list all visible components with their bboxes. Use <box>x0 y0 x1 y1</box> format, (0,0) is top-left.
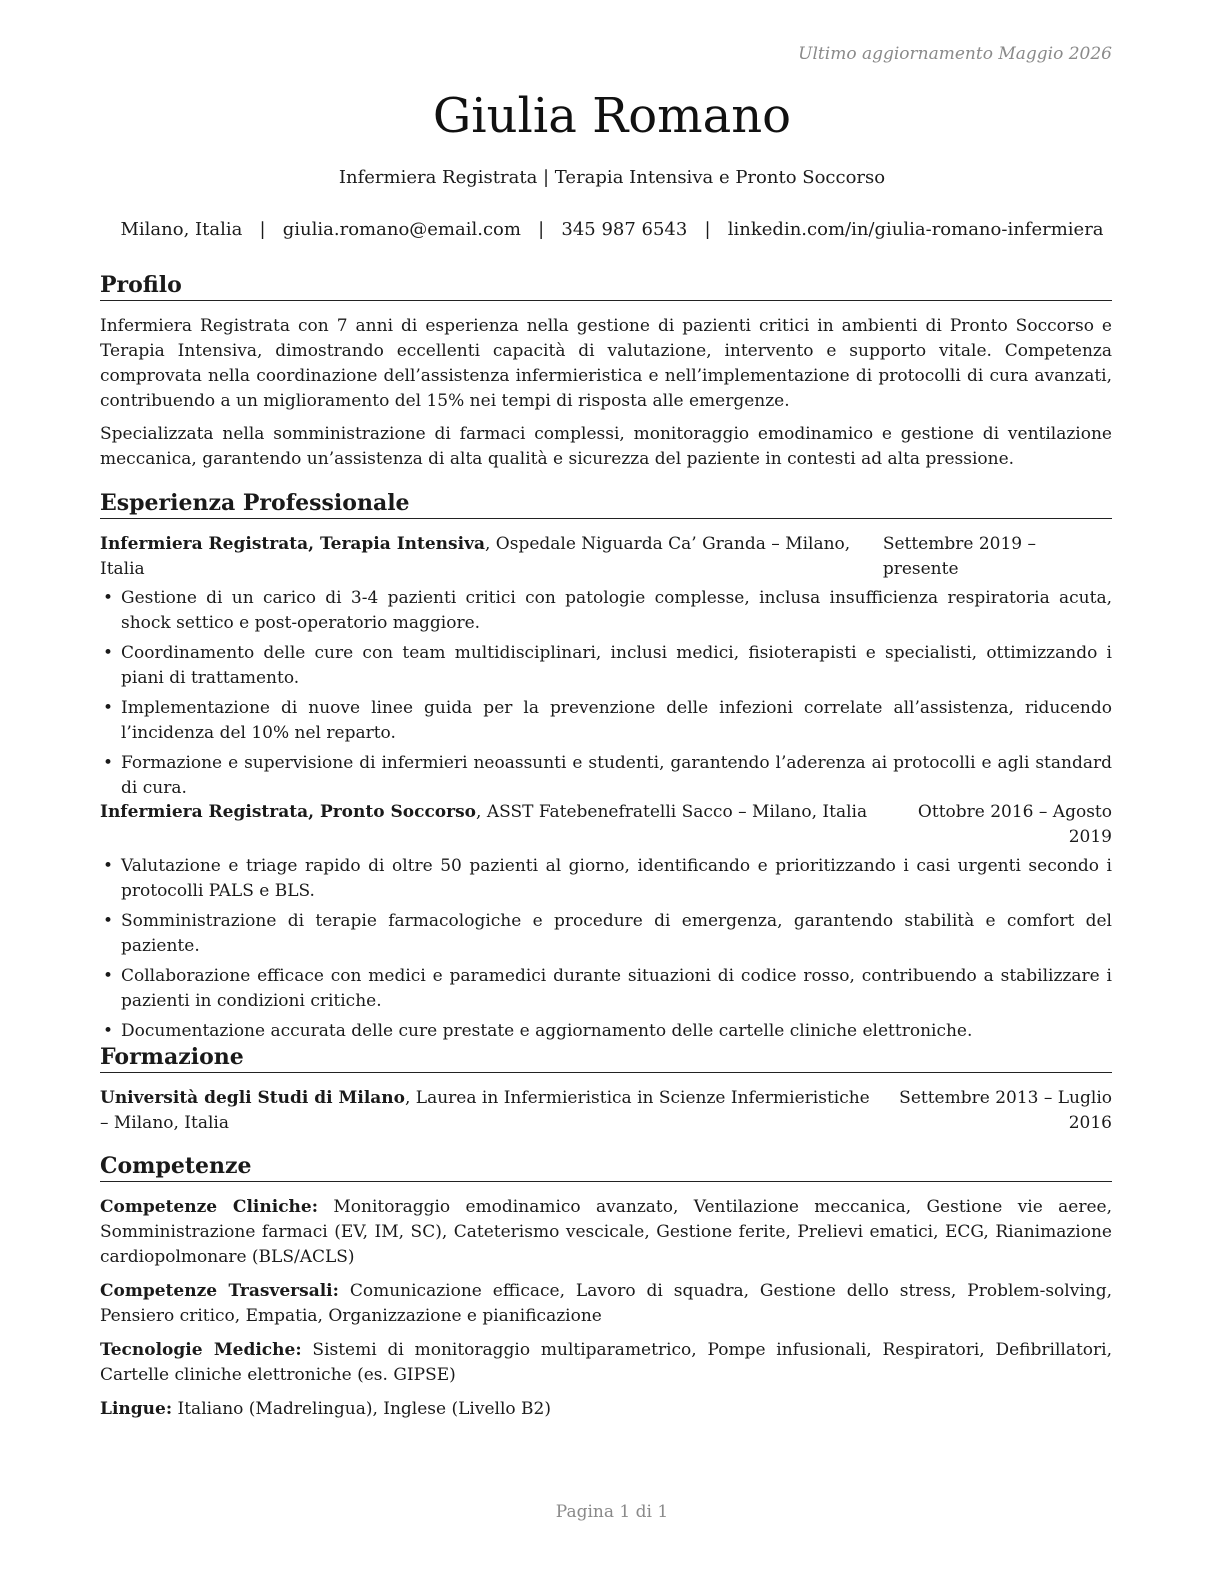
list-item: • Somministrazione di terapie farmacologiche e procedure di emergenza, garantendo stabilità e comfort del paziente. <box>100 909 1112 959</box>
skill-label: Competenze Cliniche: <box>100 1197 318 1217</box>
job-header <box>100 532 1112 582</box>
contact-separator: | <box>704 219 711 240</box>
skill-text: Comunicazione efficace, Lavoro di squadra, Gestione dello stress, Problem-solving, Pensiero critico, Empatia, Organizzazione e pianificazione <box>100 1281 1112 1326</box>
skill-group <box>100 1397 1112 1422</box>
job-dates: Ottobre 2016 – Agosto 2019 <box>917 802 1112 847</box>
list-item: • Coordinamento delle cure con team multidisciplinari, inclusi medici, fisioterapisti e specialisti, ottimizzando i piani di trattamento. <box>100 641 1112 691</box>
list-item: • Formazione e supervisione di infermieri neoassunti e studenti, garantendo l’aderenza ai protocolli e agli standard di cura. <box>100 751 1112 801</box>
skill-label: Lingue: <box>100 1399 173 1419</box>
section-title-profile: Profilo <box>100 271 1112 301</box>
education-title <box>100 1086 870 1136</box>
job-header <box>100 800 1112 850</box>
skill-text: Italiano (Madrelingua), Inglese (Livello B2) <box>172 1399 551 1419</box>
profile-paragraph: Infermiera Registrata con 7 anni di esperienza nella gestione di pazienti critici in ambienti di Pronto Soccorso e Terapia Intensiva, dimostrando eccellenti capacità di valutazione, intervento e supporto vitale. Competenza comprovata nella coordinazione dell’assistenza infermieristica e nell’implementazione di protocolli di cura avanzati, contribuendo a un miglioramento del 15% nei tempi di risposta alle emergenze. <box>100 316 1112 411</box>
job-bullets <box>100 854 1112 1044</box>
section-title-skills: Competenze <box>100 1152 1112 1182</box>
skill-text: Sistemi di monitoraggio multiparametrico, Pompe infusionali, Respiratori, Defibrillatori, Cartelle cliniche elettroniche (es. GIPSE) <box>100 1340 1112 1385</box>
section-title-experience: Esperienza Professionale <box>100 489 1112 519</box>
skill-label: Tecnologie Mediche: <box>100 1340 302 1360</box>
contact-linkedin[interactable]: linkedin.com/in/giulia-romano-infermiera <box>727 219 1104 240</box>
job-role: Infermiera Registrata, Pronto Soccorso <box>100 802 477 822</box>
skill-group <box>100 1195 1112 1270</box>
candidate-name: Giulia Romano <box>432 88 792 144</box>
job-employer: , ASST Fatebenefratelli Sacco – Milano, Italia <box>476 802 868 822</box>
job-role: Infermiera Registrata, Terapia Intensiva <box>100 534 485 554</box>
job-title <box>100 800 867 850</box>
contact-line <box>0 219 1224 240</box>
section-title-education: Formazione <box>100 1043 1112 1073</box>
list-item: • Collaborazione efficace con medici e paramedici durante situazioni di codice rosso, contribuendo a stabilizzare i pazienti in condizioni critiche. <box>100 964 1112 1014</box>
contact-separator: | <box>538 219 545 240</box>
last-updated: Ultimo aggiornamento Maggio 2026 <box>798 44 1112 64</box>
education-school: Università degli Studi di Milano <box>100 1088 405 1108</box>
profile-section <box>100 314 1112 480</box>
contact-location: Milano, Italia <box>120 219 243 240</box>
contact-separator: | <box>259 219 266 240</box>
page-number: Pagina 1 di 1 <box>555 1502 669 1522</box>
contact-email[interactable]: giulia.romano@email.com <box>282 219 521 240</box>
skill-text: Monitoraggio emodinamico avanzato, Ventilazione meccanica, Gestione vie aeree, Somministrazione farmaci (EV, IM, SC), Cateterismo vescicale, Gestione ferite, Prelievi ematici, ECG, Rianimazione cardiopolmonare (BLS/ACLS) <box>100 1197 1112 1267</box>
education-degree: , Laurea in Infermieristica in Scienze Infermieristiche – Milano, Italia <box>100 1088 870 1133</box>
job-dates: Settembre 2019 – presente <box>882 534 1037 579</box>
profile-paragraph: Specializzata nella somministrazione di farmaci complessi, monitoraggio emodinamico e gestione di ventilazione meccanica, garantendo un’assistenza di alta qualità e sicurezza del paziente in contesti ad alta pressione. <box>100 424 1112 469</box>
education-header <box>100 1086 1112 1136</box>
candidate-subtitle: Infermiera Registrata | Terapia Intensiva e Pronto Soccorso <box>338 167 886 188</box>
job-employer: , Ospedale Niguarda Ca’ Granda – Milano, Italia <box>100 534 851 579</box>
list-item: • Gestione di un carico di 3-4 pazienti critici con patologie complesse, inclusa insufficienza respiratoria acuta, shock settico e post-operatorio maggiore. <box>100 586 1112 636</box>
job-entry <box>100 800 1112 1049</box>
skill-group <box>100 1338 1112 1388</box>
contact-phone: 345 987 6543 <box>561 219 688 240</box>
list-item: • Documentazione accurata delle cure prestate e aggiornamento delle cartelle cliniche elettroniche. <box>100 1019 1112 1044</box>
list-item: • Implementazione di nuove linee guida per la prevenzione delle infezioni correlate all’assistenza, riducendo l’incidenza del 10% nel reparto. <box>100 696 1112 746</box>
skill-label: Competenze Trasversali: <box>100 1281 339 1301</box>
job-bullets <box>100 586 1112 801</box>
job-entry <box>100 532 1112 806</box>
education-dates: Settembre 2013 – Luglio 2016 <box>899 1088 1112 1133</box>
skill-group <box>100 1279 1112 1329</box>
job-title <box>100 532 883 582</box>
education-entry <box>100 1086 1112 1136</box>
skills-section <box>100 1195 1112 1431</box>
list-item: • Valutazione e triage rapido di oltre 50 pazienti al giorno, identificando e prioritizzando i casi urgenti secondo i protocolli PALS e BLS. <box>100 854 1112 904</box>
